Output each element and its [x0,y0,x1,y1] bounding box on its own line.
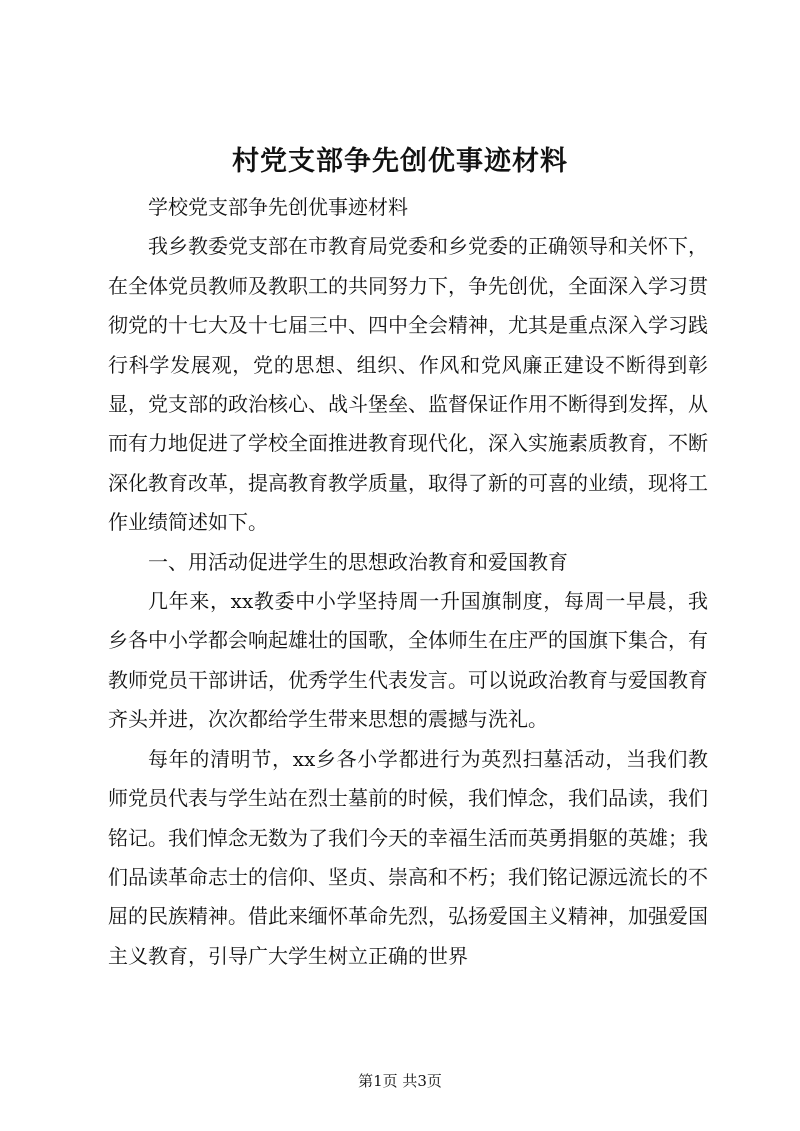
intro-paragraph: 我乡教委党支部在市教育局党委和乡党委的正确领导和关怀下，在全体党员教师及教职工的共同努力下，争先创优，全面深入学习贯彻党的十七大及十七届三中、四中全会精神，尤其是重点深入学习践行科学发展观，党的思想、组织、作风和党风廉正建设不断得到彰显，党支部的政治核心、战斗堡垒、监督保证作用不断得到发挥，从而有力地促进了学校全面推进教育现代化，深入实施素质教育，不断深化教育改革，提高教育教学质量，取得了新的可喜的业绩，现将工作业绩简述如下。 [108,234,708,535]
subtitle-paragraph: 学校党支部争先创优事迹材料 [148,195,408,219]
document-body [108,188,708,976]
document-title: 村党支部争先创优事迹材料 [232,146,568,177]
section-heading: 一、用活动促进学生的思想政治教育和爱国教育 [148,549,568,574]
flag-ceremony-paragraph: 几年来，xx教委中小学坚持周一升国旗制度，每周一早晨，我乡各中小学都会响起雄壮的国歌，全体师生在庄严的国旗下集合，有教师党员干部讲话，优秀学生代表发言。可以说政治教育与爱国教育齐头并进，次次都给学生带来思想的震撼与洗礼。 [108,589,708,732]
page-footer: 第1页 共3页 [358,1072,442,1090]
qingming-paragraph: 每年的清明节，xx乡各小学都进行为英烈扫墓活动，当我们教师党员代表与学生站在烈士墓前的时候，我们悼念，我们品读，我们铭记。我们悼念无数为了我们今天的幸福生活而英勇捐躯的英雄；我们品读革命志士的信仰、坚贞、崇高和不朽；我们铭记源远流长的不屈的民族精神。借此来缅怀革命先烈，弘扬爱国主义精神，加强爱国主义教育，引导广大学生树立正确的世界 [108,746,708,968]
